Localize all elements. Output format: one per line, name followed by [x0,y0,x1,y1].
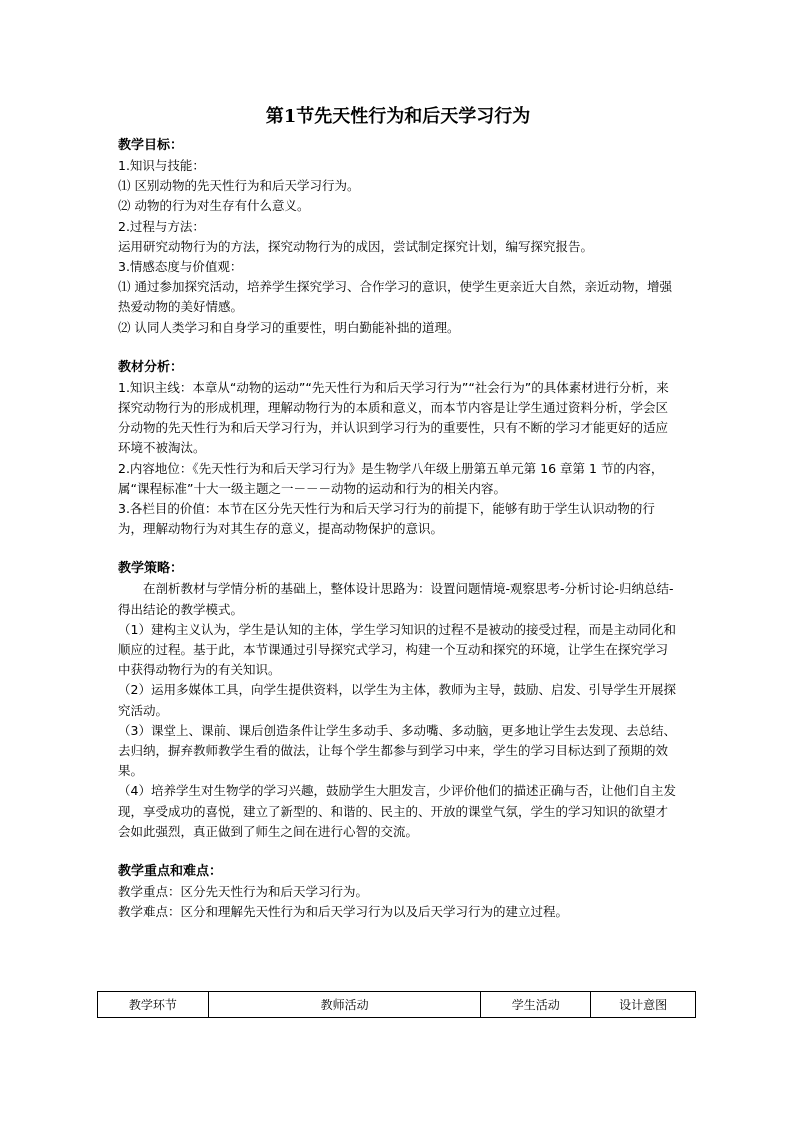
document-page [118,104,678,923]
objectives-line: ⑵ 动物的行为对生存有什么意义。 [118,198,310,214]
strategy-paragraph: （1）建构主义认为，学生是认知的主体，学生学习知识的过程不是被动的接受过程，而是主动同化和顺应的过程。基于此，本节课通过引导探究式学习，构建一个互动和探究的环境，让学生在探究学习中获得动物行为的有关知识。 [118,621,676,678]
teaching-difficulty: 教学难点：区分和理解先天性行为和后天学习行为以及后天学习行为的建立过程。 [118,904,569,920]
strategy-intro: 在剖析教材与学情分析的基础上，整体设计思路为：设置问题情境-观察思考-分析讨论-归纳总结-得出结论的教学模式。 [118,581,674,617]
analysis-heading: 教材分析： [118,359,184,375]
lesson-plan-table [97,991,696,1018]
strategy-paragraph: （3）课堂上、课前、课后创造条件让学生多动手、多动嘴、多动脑，更多地让学生去发现、去总结、去归纳，摒弃教师教学生看的做法，让每个学生都参与到学习中来，学生的学习目标达到了预期的效果。 [118,722,676,779]
section-gap [118,539,678,559]
objectives-heading: 教学目标： [118,138,184,153]
objectives-line: 2.过程与方法： [118,218,205,234]
column-header-design-intent: 设计意图 [591,992,696,1018]
analysis-paragraph: 1.知识主线：本章从“动物的运动”“先天性行为和后天学习行为”“社会行为”的具体素材进行分析，来探究动物行为的形成机理，理解动物行为的本质和意义，而本节内容是让学生通过资料分析，学会区分动物的先天性行为和后天学习行为，并认识到学习行为的重要性，只有不断的学习才能更好的适应环境不被淘汰。 [118,379,669,456]
keypoints-heading: 教学重点和难点： [118,864,223,880]
objectives-line: 3.情感态度与价值观： [118,259,243,275]
column-header-student-activity: 学生活动 [481,992,591,1018]
column-header-stage: 教学环节 [98,992,209,1018]
strategy-paragraph: （2）运用多媒体工具，向学生提供资料，以学生为主体，教师为主导，鼓励、启发、引导学生开展探究活动。 [118,682,676,718]
objectives-line: ⑴ 区别动物的先天性行为和后天学习行为。 [118,178,360,194]
teaching-focus: 教学重点：区分先天性行为和后天学习行为。 [118,884,369,900]
objectives-line: ⑴ 通过参加探究活动，培养学生探究学习、合作学习的意识，使学生更亲近大自然，亲近动物，增强热爱动物的美好情感。 [118,279,672,315]
strategy-paragraph: （4）培养学生对生物学的学习兴趣，鼓励学生大胆发言，少评价他们的描述正确与否，让他们自主发现，享受成功的喜悦，建立了新型的、和谐的、民主的、开放的课堂气氛，学生的学习知识的欲望才会如此强烈，真正做到了师生之间在进行心智的交流。 [118,783,676,839]
analysis-paragraph: 2.内容地位：《先天性行为和后天学习行为》是生物学八年级上册第五单元第 16 章第 1 节的内容，属“课程标准”十大一级主题之一－－－动物的运动和行为的相关内容。 [118,460,664,496]
objectives-line: ⑵ 认同人类学习和自身学习的重要性，明白勤能补拙的道理。 [118,319,460,335]
section-gap [118,842,678,862]
objectives-line: 1.知识与技能： [118,158,205,173]
analysis-paragraph: 3.各栏目的价值：本节在区分先天性行为和后天学习行为的前提下，能够有助于学生认识动物的行为，理解动物行为对其生存的意义，提高动物保护的意识。 [118,501,655,537]
strategy-heading: 教学策略： [118,561,184,577]
objectives-line: 运用研究动物行为的方法，探究动物行为的成因，尝试制定探究计划，编写探究报告。 [118,238,594,254]
column-header-teacher-activity: 教师活动 [208,992,481,1018]
table-header-row [98,992,696,1018]
section-gap [118,338,678,358]
page-title: 第1节先天性行为和后天学习行为 [265,106,531,127]
